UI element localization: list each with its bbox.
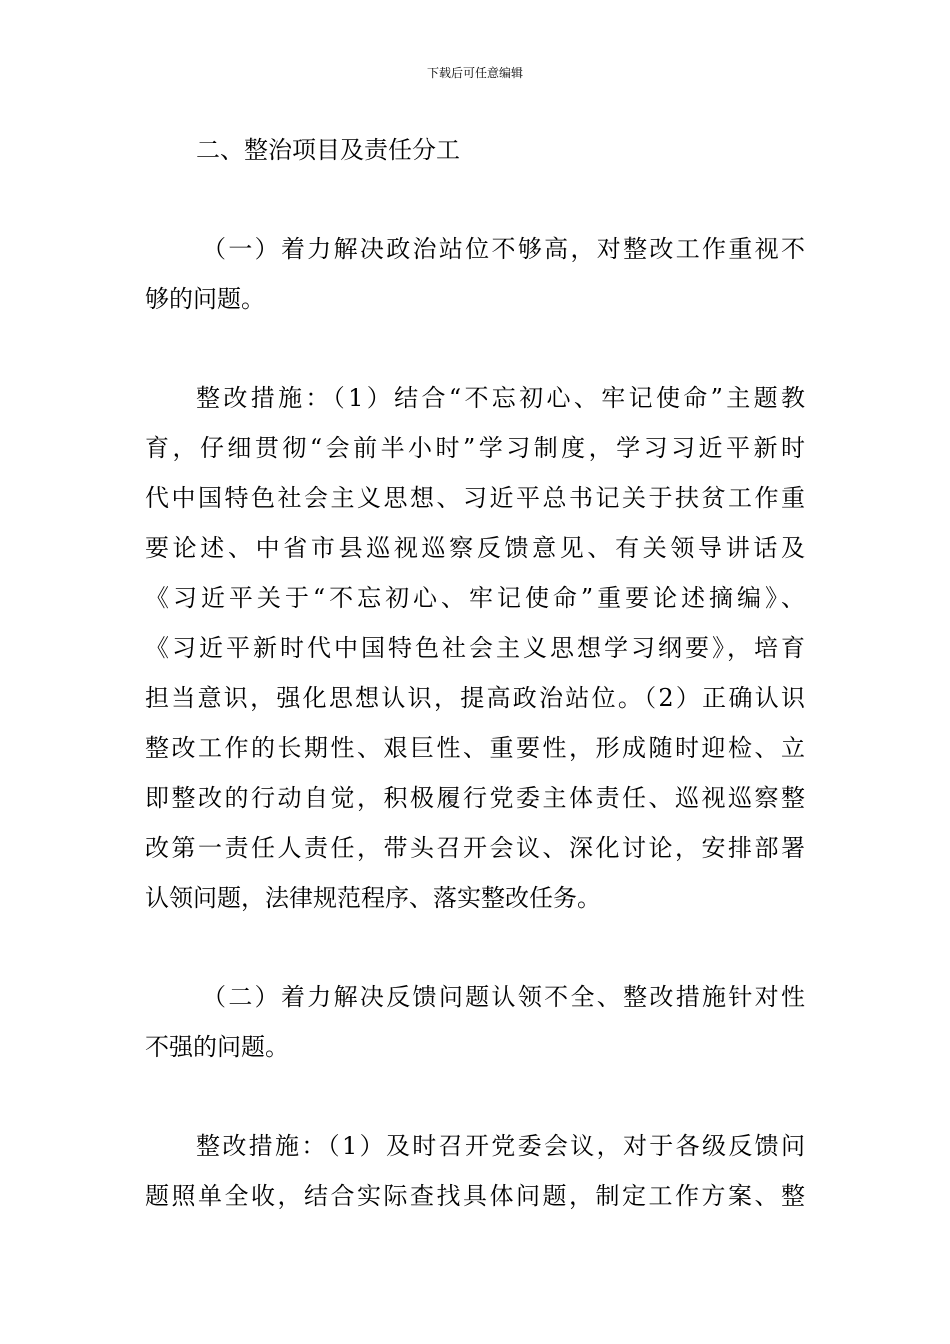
section-heading: 二、整治项目及责任分工 [196, 136, 460, 164]
item1-measures-line-3: 代中国特色社会主义思想、习近平总书记关于扶贫工作重 [145, 484, 805, 512]
item1-title-line-1: （一）着力解决政治站位不够高，对整改工作重视不 [202, 235, 805, 263]
item1-measures-line-5: 《习近平关于“不忘初心、牢记使命”重要论述摘编》、 [145, 584, 805, 612]
item1-title-line-2: 够的问题。 [145, 285, 265, 313]
item1-measures-line-7: 担当意识，强化思想认识，提高政治站位。（2）正确认识 [145, 684, 805, 712]
item1-measures-line-6: 《习近平新时代中国特色社会主义思想学习纲要》，培育 [145, 634, 805, 662]
item1-measures-line-10: 改第一责任人责任，带头召开会议、深化讨论，安排部署 [145, 834, 805, 862]
item1-measures-line-9: 即整改的行动自觉，积极履行党委主体责任、巡视巡察整 [145, 784, 805, 812]
item1-measures-line-2: 育，仔细贯彻“会前半小时”学习制度，学习习近平新时 [145, 434, 805, 462]
page-header-note: 下载后可任意编辑 [426, 66, 523, 80]
item2-title-line-2: 不强的问题。 [145, 1033, 289, 1061]
item2-measures-line-1: 整改措施：（1）及时召开党委会议，对于各级反馈问 [196, 1132, 805, 1160]
item1-measures-line-1: 整改措施：（1）结合“不忘初心、牢记使命”主题教 [196, 384, 805, 412]
item1-measures-line-4: 要论述、中省市县巡视巡察反馈意见、有关领导讲话及 [145, 534, 805, 562]
item1-measures-line-11: 认领问题，法律规范程序、落实整改任务。 [145, 884, 601, 912]
item2-title-line-1: （二）着力解决反馈问题认领不全、整改措施针对性 [202, 983, 805, 1011]
item2-measures-line-2: 题照单全收，结合实际查找具体问题，制定工作方案、整 [145, 1182, 805, 1210]
item1-measures-line-8: 整改工作的长期性、艰巨性、重要性，形成随时迎检、立 [145, 734, 805, 762]
